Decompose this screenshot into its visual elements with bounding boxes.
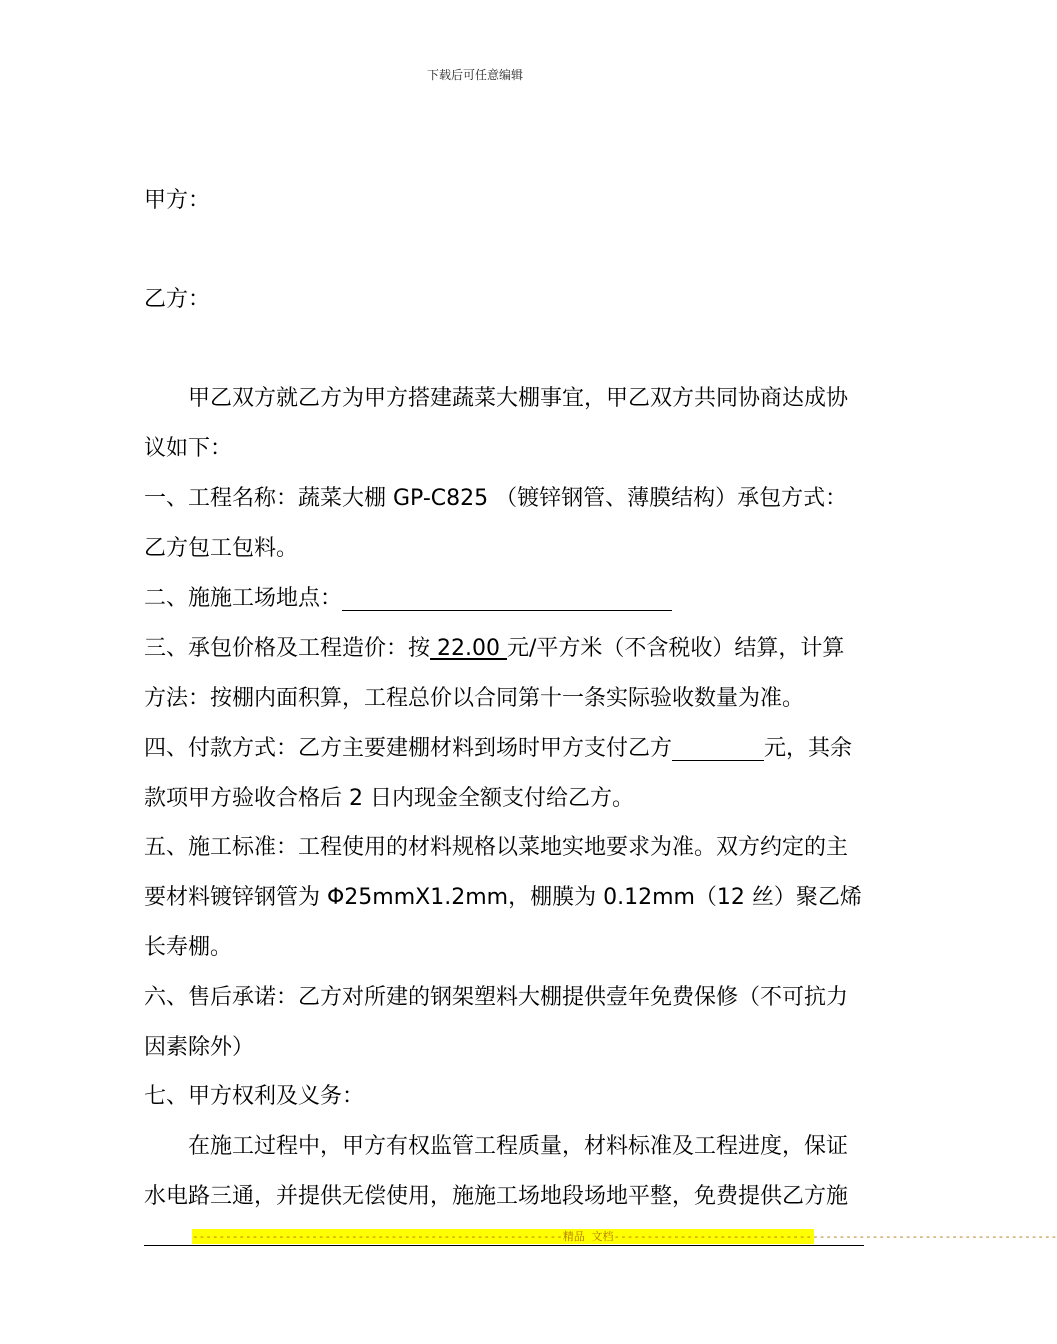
clause-7-title: 七、甲方权利及义务：: [144, 1084, 365, 1109]
clause-3-line-1: [144, 634, 864, 664]
clause-3-line-2: 方法：按棚内面积算，工程总价以合同第十一条实际验收数量为准。: [144, 686, 805, 711]
unit-price-value: 22.00: [430, 636, 507, 661]
clause-6-line-1: 六、售后承诺：乙方对所建的钢架塑料大棚提供壹年免费保修（不可抗力: [144, 985, 849, 1010]
intro-line-1: 甲乙双方就乙方为甲方搭建蔬菜大棚事宜，甲乙双方共同协商达成协: [188, 386, 849, 411]
clause-4-line-2: 款项甲方验收合格后 2 日内现金全额支付给乙方。: [144, 786, 634, 811]
clause-4-suffix: 元，其余: [764, 736, 853, 761]
clause-7-line-2: 水电路三通，并提供无偿使用，施施工场地段场地平整，免费提供乙方施: [144, 1184, 849, 1209]
footer-banner: --------------------------------------------------------精品 文档-------------------------------------------------------------------: [192, 1230, 1057, 1243]
clause-5-line-3: 长寿棚。: [144, 935, 233, 960]
clause-1-line-2: 乙方包工包料。: [144, 536, 299, 561]
clause-1-line-1: 一、工程名称：蔬菜大棚 GP-C825 （镀锌钢管、薄膜结构）承包方式：: [144, 486, 848, 511]
footer-divider: [144, 1245, 864, 1246]
clause-5-line-2: 要材料镀锌钢管为 Φ25mmX1.2mm，棚膜为 0.12mm（12 丝）聚乙烯: [144, 885, 862, 910]
payment-amount-blank[interactable]: [672, 738, 764, 761]
party-a-label: 甲方：: [144, 188, 211, 213]
clause-4-line-1: [144, 734, 864, 764]
clause-7-line-1: 在施工过程中，甲方有权监管工程质量，材料标准及工程进度，保证: [188, 1134, 849, 1159]
clause-5-line-1: 五、施工标准：工程使用的材料规格以菜地实地要求为准。双方约定的主: [144, 835, 849, 860]
site-location-blank[interactable]: [342, 588, 672, 611]
header-note: 下载后可任意编辑: [426, 68, 523, 82]
clause-3-prefix: 三、承包价格及工程造价：按: [144, 636, 431, 661]
clause-2-line: [144, 584, 864, 614]
clause-2-label: 二、施施工场地点：: [144, 586, 343, 611]
party-b-label: 乙方：: [144, 287, 211, 312]
clause-3-suffix: 元/平方米（不含税收）结算，计算: [506, 636, 845, 661]
clause-4-prefix: 四、付款方式：乙方主要建棚材料到场时甲方支付乙方: [144, 736, 673, 761]
intro-line-2: 议如下：: [144, 436, 233, 461]
clause-6-line-2: 因素除外）: [144, 1035, 255, 1060]
